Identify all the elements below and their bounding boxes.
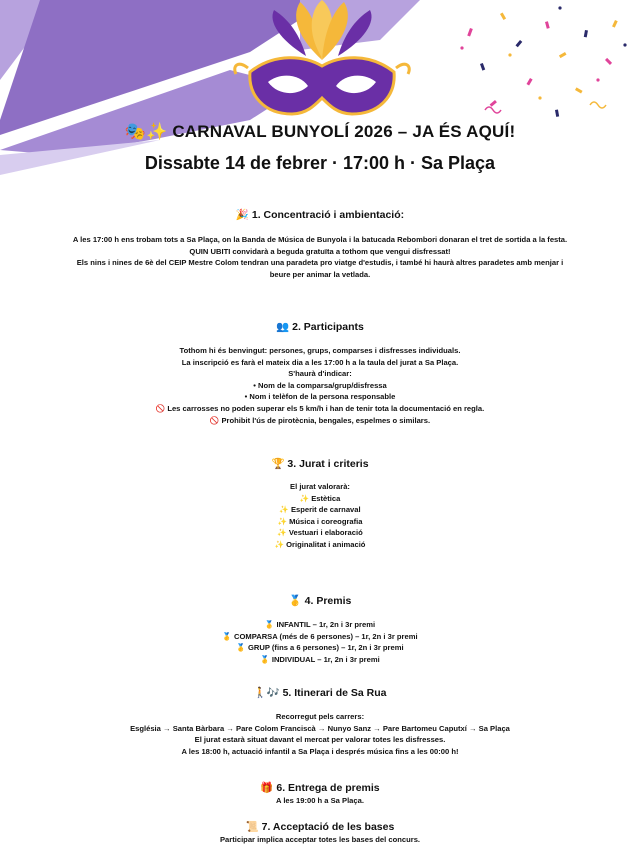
section-concentracio [0,208,640,280]
route-line: Església → Santa Bàrbara → Pare Colom Franciscà → Nunyo Sanz → Pare Bartomeu Caputxí → Sa Plaça [130,723,510,733]
text-line: QUIN UBITI convidarà a beguda gratuïta a tothom que vengui disfressat! [189,246,451,256]
page-title: 🎭✨ CARNAVAL BUNYOLÍ 2026 – JA ÉS AQUÍ! [124,122,516,141]
list-item: 🥇 COMPARSA (més de 6 persones) – 1r, 2n i 3r premi [222,631,418,641]
confetti-icon [460,6,626,116]
text-line: S'haurà d'indicar: [288,369,352,379]
section-jurat [0,457,640,551]
section-heading: 🎉 1. Concentració i ambientació: [235,209,405,221]
section-heading: 📜 7. Acceptació de les bases [245,821,395,833]
section-itinerari [0,686,640,757]
section-heading: 🚶🎶 5. Itinerari de Sa Rua [253,687,387,699]
text-line: El jurat valorarà: [290,482,350,491]
section-heading: 🏆 3. Jurat i criteris [271,458,369,470]
section-heading: 🎁 6. Entrega de premis [260,782,380,794]
text-line: Tothom hi és benvingut: persones, grups, comparses i disfresses individuals. [179,346,461,355]
section-bases [0,820,640,846]
rule-line: 🚫 Les carrosses no poden superar els 5 km/h i han de tenir tota la documentació en regla. [155,403,485,413]
list-item: ✨ Originalitat i animació [274,539,366,549]
section-heading: 👥 2. Participants [276,321,364,333]
list-item: ✨ Estètica [299,493,341,503]
section-premis [0,594,640,665]
list-item: ✨ Esperit de carnaval [279,505,361,515]
text-line: A les 19:00 h a Sa Plaça. [276,796,364,805]
text-line: beure per animar la vetlada. [269,269,371,279]
section-heading: 🥇 4. Premis [288,595,352,607]
event-date: Dissabte 14 de febrer · 17:00 h · Sa Plaça [144,153,496,173]
list-item: 🥇 INFANTIL – 1r, 2n i 3r premi [264,620,376,629]
text-line: La inscripció es farà el mateix dia a les 17:00 h a la taula del jurat a Sa Plaça. [181,357,459,367]
text-line: A les 18:00 h, actuació infantil a Sa Plaça i després música fins a les 00:00 h! [181,746,459,756]
header-decoration [0,0,640,175]
list-item: ✨ Vestuari i elaboració [277,528,363,538]
list-item: 🥇 INDIVIDUAL – 1r, 2n i 3r premi [260,654,380,664]
list-item: 🥇 GRUP (fins a 6 persones) – 1r, 2n i 3r premi [236,643,404,653]
header-artwork [0,0,640,175]
section-participants [0,320,640,426]
text-line: Recorregut pels carrers: [275,712,365,721]
rule-line: 🚫 Prohibit l'ús de pirotècnia, bengales, espelmes o similars. [209,415,431,425]
list-item: • Nom i telèfon de la persona responsable [0,391,640,403]
text-line: A les 17:00 h ens trobam tots a Sa Plaça, on la Banda de Música de Bunyola i la batucada Rebombori donaran el tret de sortida a la festa. [72,235,568,244]
list-item: ✨ Música i coreografia [277,516,363,526]
text-line: Els nins i nines de 6è del CEIP Mestre Colom tendran una paradeta pro viatge d'estudis, i també hi haurà altres paradetes amb menjar i [76,258,564,268]
section-entrega [0,781,640,807]
text-line: Participar implica acceptar totes les bases del concurs. [219,835,421,844]
text-line: El jurat estarà situat davant el mercat per valorar totes les disfresses. [194,735,446,745]
list-item: • Nom de la comparsa/grup/disfressa [0,380,640,392]
